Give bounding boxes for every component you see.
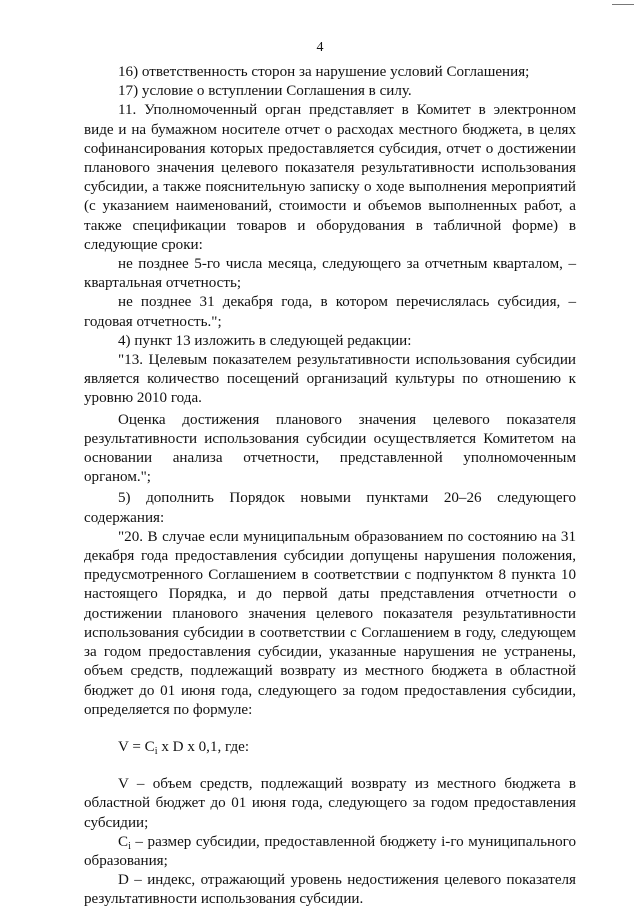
paragraph-16: 16) ответственность сторон за нарушение условий Соглашения;	[118, 64, 530, 80]
paragraph-20: "20. В случае если муниципальным образованием по состоянию на 31 декабря года предоставления субсидии допущены нарушения положения, предусмотренного Соглашением в соответствии с подпунктом 8 пункта 10 настоящего Порядка, и до первой даты представления отчетности о достижении планового значения целевого показателя результативности использования субсидии в соответствии с Соглашением в году, следующем за годом предоставления субсидии, указанные нарушения не устранены, объем средств, подлежащий возврату из местного бюджета в областной бюджет до 01 июня года, следующего за годом предоставления субсидии, определяется по формуле:	[84, 528, 576, 718]
definition-v: V – объем средств, подлежащий возврату из местного бюджета в областной бюджет до 01 июня года, следующего за годом предоставления субсидии;	[84, 776, 576, 831]
ci-text: – размер субсидии, предоставленной бюджету i-го муниципального образования;	[84, 833, 576, 869]
formula-lhs: V = C	[118, 738, 155, 755]
amendment-item-5: 5) дополнить Порядок новыми пунктами 20–26 следующего содержания:	[84, 490, 576, 526]
formula-rhs: x D x 0,1, где:	[157, 738, 250, 755]
deadline-quarterly: не позднее 5-го числа месяца, следующего за отчетным кварталом, – квартальная отчетность;	[84, 256, 576, 292]
ci-subscript: i	[128, 840, 131, 852]
formula-subscript: i	[154, 745, 158, 757]
amendment-item-4: 4) пункт 13 изложить в следующей редакции:	[118, 332, 412, 349]
refund-formula	[84, 738, 576, 757]
assessment-paragraph: Оценка достижения планового значения целевого показателя результативности использования субсидии осуществляется Комитетом на основании анализа отчетности, представленной уполномоченным органом.";	[84, 411, 576, 486]
paragraph-13: "13. Целевым показателем результативности использования субсидии является количество посещений организаций культуры по отношению к уровню 2010 года.	[84, 352, 576, 407]
paragraph-17: 17) условие о вступлении Соглашения в силу.	[118, 83, 412, 100]
ci-symbol: C	[118, 833, 129, 850]
definition-d: D – индекс, отражающий уровень недостижения целевого показателя результативности использования субсидии.	[84, 872, 576, 908]
definition-ci	[84, 833, 576, 871]
page-number: 4	[316, 40, 324, 55]
paragraph-11: 11. Уполномоченный орган представляет в Комитет в электронном виде и на бумажном носителе отчет о расходах местного бюджета, в целях софинансирования которых предоставляется субсидия, отчет о достижении планового значения целевого показателя результативности использования субсидии, а также пояснительную записку о ходе выполнения мероприятий (с указанием наименований, стоимости и объемов выполненных работ, а также спецификации товаров и оборудования в табличной форме) в следующие сроки:	[84, 102, 576, 253]
document-body	[84, 63, 576, 910]
scan-corner-mark	[612, 0, 634, 5]
deadline-annual: не позднее 31 декабря года, в котором перечислялась субсидия, – годовая отчетность.";	[84, 294, 576, 330]
